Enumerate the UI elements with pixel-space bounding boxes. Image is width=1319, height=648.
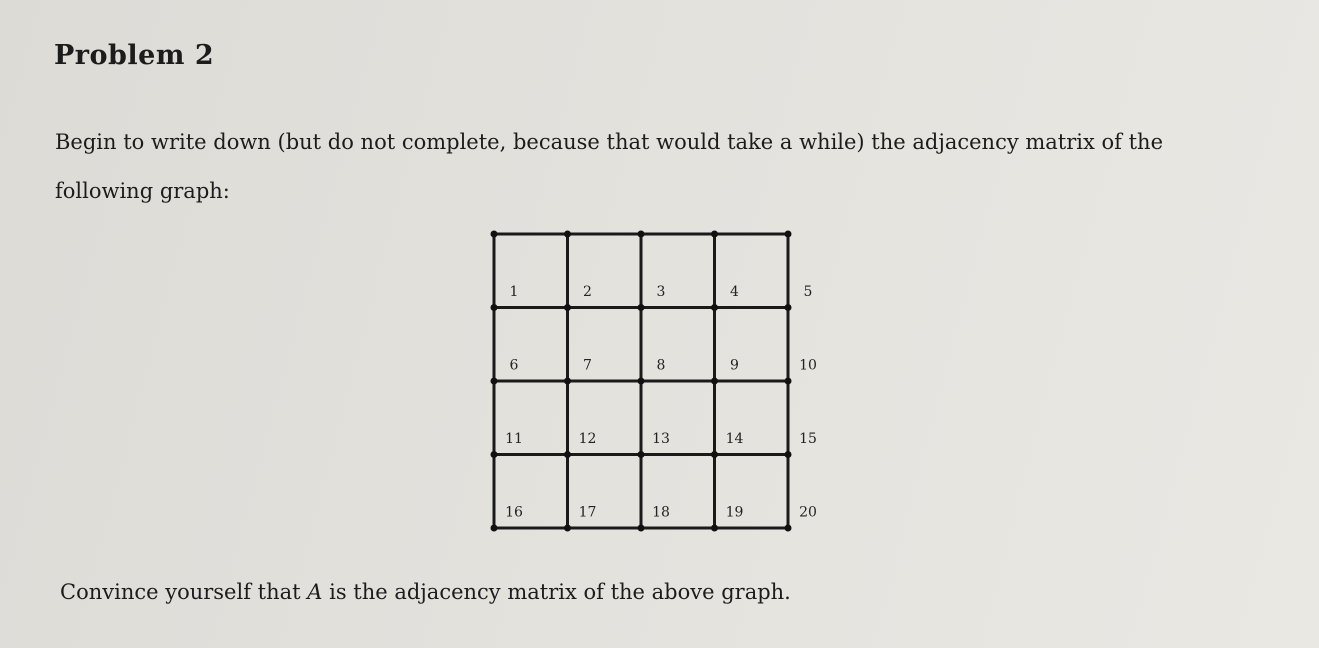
closing-text-before: Convince yourself that bbox=[60, 580, 308, 604]
problem-heading: Problem 2 bbox=[54, 40, 215, 71]
graph-vertex bbox=[491, 231, 498, 238]
vertex-label: 19 bbox=[725, 504, 744, 521]
graph-vertex bbox=[785, 231, 792, 238]
vertex-label: 4 bbox=[730, 284, 739, 300]
prompt-line-2: following graph: bbox=[55, 179, 230, 203]
closing-text-after: is the adjacency matrix of the above graph. bbox=[322, 580, 791, 604]
vertex-label: 5 bbox=[803, 284, 813, 300]
graph-vertex bbox=[638, 525, 645, 532]
graph-vertex bbox=[638, 451, 645, 458]
graph-vertex bbox=[711, 451, 718, 458]
vertex-label: 15 bbox=[799, 431, 817, 447]
graph-vertex bbox=[711, 378, 718, 385]
graph-vertex bbox=[711, 231, 718, 238]
vertex-label: 2 bbox=[583, 284, 592, 300]
graph-vertex bbox=[491, 378, 498, 385]
graph-vertex bbox=[491, 525, 498, 532]
graph-vertex bbox=[711, 525, 718, 532]
vertex-label: 10 bbox=[799, 357, 817, 374]
vertex-label: 14 bbox=[725, 431, 744, 447]
prompt-line-1: Begin to write down (but do not complete, because that would take a while) the adjacency matrix of the bbox=[55, 130, 1163, 154]
vertex-label: 13 bbox=[652, 431, 670, 447]
vertex-label: 6 bbox=[509, 357, 519, 374]
graph-vertex bbox=[564, 378, 571, 385]
grid-graph bbox=[480, 200, 840, 544]
vertex-label: 1 bbox=[509, 284, 519, 300]
vertex-label: 17 bbox=[578, 504, 597, 521]
vertex-label: 20 bbox=[799, 504, 817, 521]
graph-vertex bbox=[564, 525, 571, 532]
vertex-label: 11 bbox=[505, 431, 523, 447]
vertex-label: 3 bbox=[656, 284, 666, 300]
vertex-label: 16 bbox=[505, 504, 523, 521]
graph-vertex bbox=[564, 304, 571, 311]
graph-vertex bbox=[711, 304, 718, 311]
vertex-label: 18 bbox=[652, 504, 670, 521]
closing-statement bbox=[60, 580, 791, 604]
matrix-symbol: A bbox=[307, 580, 323, 604]
vertex-label: 8 bbox=[656, 357, 666, 374]
graph-vertex bbox=[785, 451, 792, 458]
graph-vertex bbox=[785, 525, 792, 532]
graph-vertex bbox=[638, 378, 645, 385]
graph-vertex bbox=[638, 304, 645, 311]
graph-vertex bbox=[785, 378, 792, 385]
vertex-label: 12 bbox=[578, 431, 597, 447]
graph-vertex bbox=[564, 451, 571, 458]
vertex-label: 7 bbox=[583, 357, 592, 374]
graph-vertex bbox=[491, 304, 498, 311]
graph-vertex bbox=[638, 231, 645, 238]
graph-vertex bbox=[564, 231, 571, 238]
graph-vertex bbox=[785, 304, 792, 311]
vertex-label: 9 bbox=[730, 357, 739, 374]
grid-graph-svg bbox=[480, 200, 840, 540]
graph-vertex bbox=[491, 451, 498, 458]
